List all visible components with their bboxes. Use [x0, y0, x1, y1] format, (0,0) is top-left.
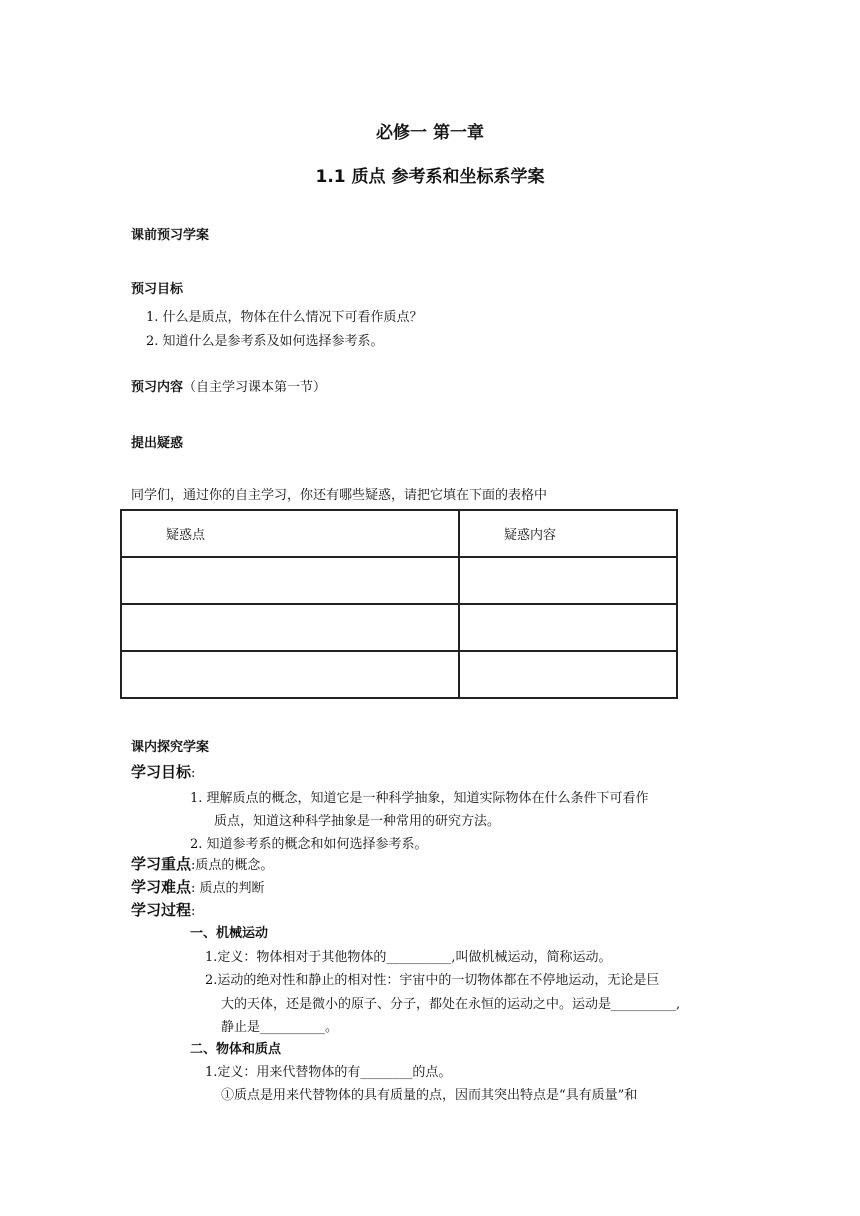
section-preview-heading: 课前预习学案	[131, 228, 210, 243]
table-header-cell: 疑惑点	[121, 510, 459, 557]
learn-goals-colon: :	[191, 766, 196, 781]
doubts-intro: 同学们，通过你的自主学习，你还有哪些疑惑，请把它填在下面的表格中	[131, 488, 548, 503]
key-point-line	[131, 853, 273, 874]
difficulty-label: 学习难点	[131, 878, 192, 896]
table-cell[interactable]	[459, 604, 677, 651]
learn-goal-2: 2. 知道参考系的概念和如何选择参考系。	[190, 837, 428, 852]
preview-content-heading: 预习内容	[131, 380, 184, 395]
table-row	[121, 557, 677, 604]
preview-content-line	[131, 376, 326, 395]
difficulty-line	[131, 876, 265, 897]
preview-content-note: （自主学习课本第一节）	[183, 380, 327, 395]
table-cell[interactable]	[459, 557, 677, 604]
part-1-heading: 一、机械运动	[190, 926, 269, 941]
table-cell[interactable]	[121, 557, 459, 604]
key-point-label: 学习重点	[131, 855, 192, 873]
learn-goal-1: 1. 理解质点的概念，知道它是一种科学抽象，知道实际物体在什么条件下可看作	[190, 791, 649, 806]
learn-goals-line	[131, 761, 195, 782]
table-cell[interactable]	[121, 651, 459, 698]
process-line	[131, 899, 195, 920]
doubts-heading: 提出疑惑	[131, 436, 184, 451]
table-cell[interactable]	[121, 604, 459, 651]
process-label: 学习过程	[131, 901, 192, 919]
part-2-heading: 二、物体和质点	[190, 1042, 282, 1057]
part-1-item-2: 2.运动的绝对性和静止的相对性：宇宙中的一切物体都在不停地运动，无论是巨	[205, 973, 660, 988]
process-colon: :	[191, 904, 196, 919]
doc-title: 必修一 第一章	[376, 123, 484, 143]
key-point-text: :质点的概念。	[191, 858, 274, 873]
preview-goal-2: 2. 知道什么是参考系及如何选择参考系。	[146, 334, 384, 349]
part-1-item-2-end: 静止是__________。	[221, 1020, 339, 1035]
difficulty-text: : 质点的判断	[191, 881, 265, 896]
part-2-note-1: ①质点是用来代替物体的具有质量的点，因而其突出特点是“具有质量”和	[221, 1088, 638, 1103]
doc-subtitle: 1.1 质点 参考系和坐标系学案	[315, 167, 545, 187]
learn-goal-1-cont: 质点，知道这种科学抽象是一种常用的研究方法。	[214, 814, 501, 829]
doubts-table	[120, 509, 678, 699]
learn-goals-label: 学习目标	[131, 763, 192, 781]
part-1-definition: 1.定义：物体相对于其他物体的__________,叫做机械运动，简称运动。	[205, 950, 612, 965]
preview-goal-1: 1. 什么是质点，物体在什么情况下可看作质点？	[146, 310, 423, 325]
part-2-definition: 1.定义：用来代替物体的有________的点。	[205, 1065, 452, 1080]
part-1-item-2-cont: 大的天体，还是微小的原子、分子，都处在永恒的运动之中。运动是__________,	[221, 997, 681, 1012]
table-row	[121, 604, 677, 651]
table-cell[interactable]	[459, 651, 677, 698]
preview-goals-heading: 预习目标	[131, 282, 184, 297]
table-row	[121, 651, 677, 698]
section-explore-heading: 课内探究学案	[131, 740, 210, 755]
table-row	[121, 510, 677, 557]
table-header-cell: 疑惑内容	[459, 510, 677, 557]
